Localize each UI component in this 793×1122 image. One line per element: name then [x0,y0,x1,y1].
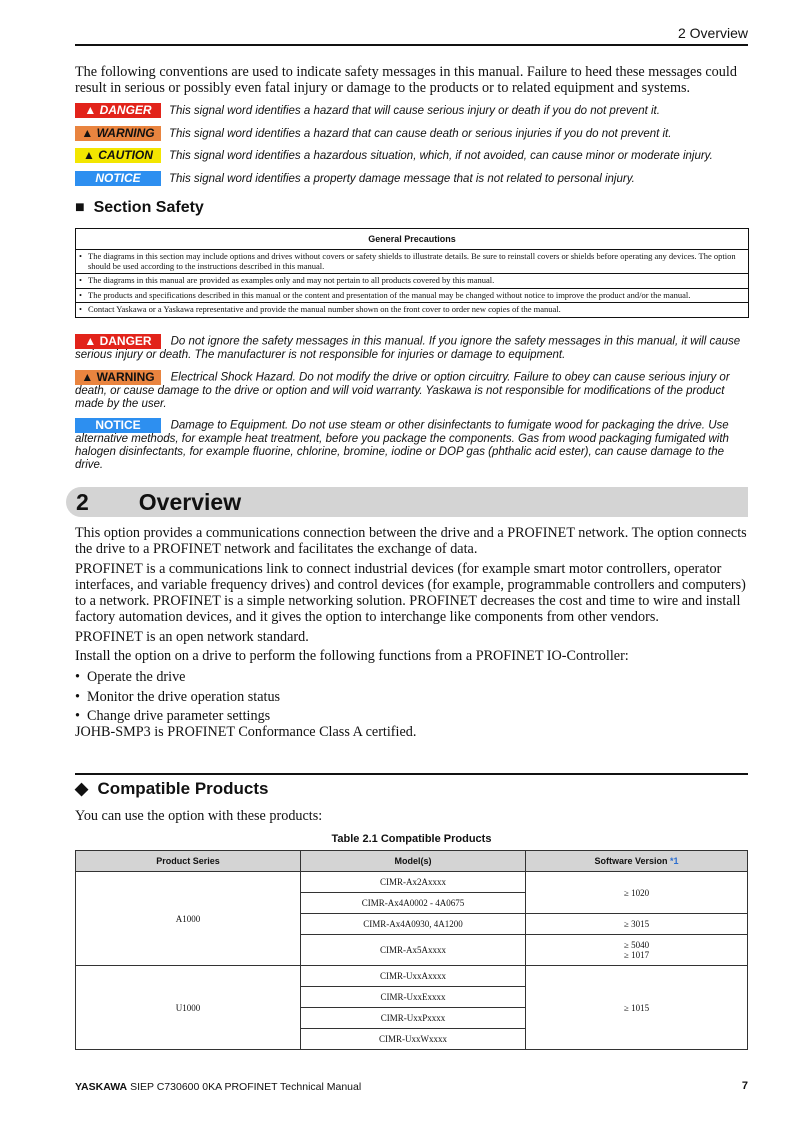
compatible-products-heading: ◆ Compatible Products [75,779,269,798]
precaution-item: • The diagrams in this manual are provided as examples only and may not pertain to all products covered by this manual. [76,274,749,289]
list-item: • Operate the drive [75,669,750,685]
precaution-item: • The products and specifications described in this manual or the content and presentation of the manual may be changed without notice to improve the product and/or the manual. [76,288,749,303]
section-rule [75,773,748,775]
warning-message: ▲ WARNING Electrical Shock Hazard. Do not modify the drive or option circuitry. Failure to obey can cause serious injury or death, or cause damage to the drive or option and will void warranty. Yaskawa is not responsible for modifications of the product made by the user. [75,370,730,410]
precaution-item: • The diagrams in this section may include options and drives without covers or safety shields to illustrate details. Be sure to reinstall covers or shields before operating any devices. The option should be used according to the instructions described in this manual. [76,250,749,274]
square-bullet-icon: ■ [75,199,85,216]
signal-notice: NOTICE This signal word identifies a property damage message that is not related to personal injury. [75,171,635,186]
precaution-item: • Contact Yaskawa or a Yaskawa representative and provide the manual number shown on the front cover to order new copies of the manual. [76,303,749,318]
manual-page: 2 Overview The following conventions are used to indicate safety messages in this manual. Failure to heed these messages could result in serious or possibly even fatal injury or damage to the products or to related equipment and systems. ▲ DANGER This signal word identifies a hazard that will cause serious injury or death if you do not prevent it. ▲ WARNING This signal word identifies a hazard that can cause death or serious injuries if you do not prevent it. ▲ CAUTION This signal word identifies a hazardous situation, which, if not avoided, can cause minor or moderate injury. NOTICE This signal word identifies a property damage message that is not related to personal injury. ■ Section Safety General Precautions • The diagrams in this section may include options and drives without covers or safety shields to illustrate details. Be sure to reinstall covers or shields before operating any devices. The option should be used according to the instructions described in this manual. • The diagrams in this manual are provided as examples only and may not pertain to all products covered by this manual. • The products and specifications described in this manual or the content and presentation of the manual may be changed without notice to improve the product and/or the manual. • Contact Yaskawa or a Yaskawa representative and provide the manual number shown on the front cover to order new copies of the manual. ▲ DANGER Do not ignore the safety messages in this manual. If you ignore the safety messages in this manual, it will cause serious injury or death. The manufacturer is not responsible for injuries or damage to equipment. ▲ WARNING Electrical Shock Hazard. Do not modify the drive or option circuitry. Failure to obey can cause serious injury or death, or cause damage to the drive or option and will void warranty. Yaskawa is not responsible for modifications of the product made by the user. NOTICE Damage to Equipment. Do not use steam or other disinfectants to fumigate wood for packaging the drive. Use alternative methods, for example heat treatment, before you package the components. Gas from wood packaging fumigated with halogen disinfectants, for example fluorine, chlorine, bromine, iodine or DOP gas (phthalic acid ester), can cause damage to the drive. 2 Overview This option provides a communications connection between the drive and a PROFINET network. The option connects the drive to a PROFINET network and facilitates the exchange of data. PROFINET is a communications link to connect industrial devices (for example smart motor controllers, operator interfaces, and variable frequency drives) and control devices (for example, programmable controllers and computers) to a network. PROFINET is a simple networking solution. PROFINET decreases the cost and time to wire and install factory automation devices, and it gives the option to interchange like components from other vendors. PROFINET is an open network standard. Install the option on a drive to perform the following functions from a PROFINET IO-Controller: • Operate the drive • Monitor the drive operation status • Change drive parameter settings JOHB-SMP3 is PROFINET Conformance Class A certified. ◆ Compatible Products You can use the option with these products: Table 2.1 Compatible Products Product Series Model(s) Software Version *1 A1000 CIMR-Ax2Axxxx ≥ 1020 CIMR-Ax4A0002 - 4A0675 CIMR-Ax4A0930, 4A1200 ≥ 3015 CIMR-Ax5Axxxx ≥ 5040 ≥ 1017 U1000 CIMR-UxxAxxxx ≥ 1015 CIMR-UxxExxxx CIMR-UxxPxxxx CIMR-UxxWxxxx YASKAWA SIEP C730600 0KA PROFINET Technical Manual 7 [0,0,793,1122]
danger-message: ▲ DANGER Do not ignore the safety messages in this manual. If you ignore the safety messages in this manual, it will cause serious injury or death. The manufacturer is not responsible for injuries or damage to equipment. [75,334,741,361]
footer: YASKAWA SIEP C730600 0KA PROFINET Technical Manual [75,1081,362,1093]
table-caption: Table 2.1 Compatible Products [331,833,492,845]
list-item: • Monitor the drive operation status [75,689,750,705]
footnote-link[interactable]: *1 [670,856,679,866]
signal-warning: ▲ WARNING This signal word identifies a hazard that can cause death or serious injuries if you do not prevent it. [75,126,671,141]
diamond-bullet-icon: ◆ [75,779,89,798]
overview-section-heading: 2 Overview [66,487,748,517]
running-header: 2 Overview [677,25,748,41]
caution-badge: ▲ CAUTION [75,148,161,163]
signal-caution: ▲ CAUTION This signal word identifies a hazardous situation, which, if not avoided, can cause minor or moderate injury. [75,148,713,163]
general-precautions-table: General Precautions • The diagrams in this section may include options and drives without covers or safety shields to illustrate details. Be sure to reinstall covers or shields before operating any devices. The option should be used according to the instructions described in this manual. • The diagrams in this manual are provided as examples only and may not pertain to all products covered by this manual. • The products and specifications described in this manual or the content and presentation of the manual may be changed without notice to improve the product and/or the manual. • Contact Yaskawa or a Yaskawa representative and provide the manual number shown on the front cover to order new copies of the manual. [75,228,749,318]
danger-badge: ▲ DANGER [75,103,161,118]
notice-message: NOTICE Damage to Equipment. Do not use steam or other disinfectants to fumigate wood for packaging the drive. Use alternative methods, for example heat treatment, before you package the components. Gas from wood packaging fumigated with halogen disinfectants, for example fluorine, chlorine, bromine, iodine or DOP gas (phthalic acid ester), can cause damage to the drive. [75,418,729,471]
notice-badge: NOTICE [75,171,161,186]
signal-danger: ▲ DANGER This signal word identifies a hazard that will cause serious injury or death if you do not prevent it. [75,103,660,118]
warning-badge: ▲ WARNING [75,126,161,141]
intro-paragraph: The following conventions are used to indicate safety messages in this manual. Failure to heed these messages could result in serious or possibly even fatal injury or damage to the products or to related equipment and systems. [75,64,737,96]
header-rule [75,44,748,46]
compatible-products-table: Product Series Model(s) Software Version *1 A1000 CIMR-Ax2Axxxx ≥ 1020 CIMR-Ax4A0002 - 4A0675 CIMR-Ax4A0930, 4A1200 ≥ 3015 CIMR-Ax5Axxxx ≥ 5040 ≥ 1017 U1000 CIMR-UxxAxxxx ≥ 1015 CIMR-UxxExxxx CIMR-UxxPxxxx CIMR-UxxWxxxx [75,850,748,1050]
page-number: 7 [741,1080,748,1092]
overview-body: This option provides a communications connection between the drive and a PROFINET network. The option connects the drive to a PROFINET network and facilitates the exchange of data. PROFINET is a communications link to connect industrial devices (for example smart motor controllers, operator interfaces, and variable frequency drives) and control devices (for example, programmable controllers and computers) to a network. PROFINET is a simple networking solution. PROFINET decreases the cost and time to wire and install factory automation devices, and it gives the option to interchange like components from other vendors. PROFINET is an open network standard. Install the option on a drive to perform the following functions from a PROFINET IO-Controller: • Operate the drive • Monitor the drive operation status • Change drive parameter settings JOHB-SMP3 is PROFINET Conformance Class A certified. [75,525,750,741]
list-item: • Change drive parameter settings [75,708,750,724]
section-safety-heading: ■ Section Safety [75,199,204,216]
